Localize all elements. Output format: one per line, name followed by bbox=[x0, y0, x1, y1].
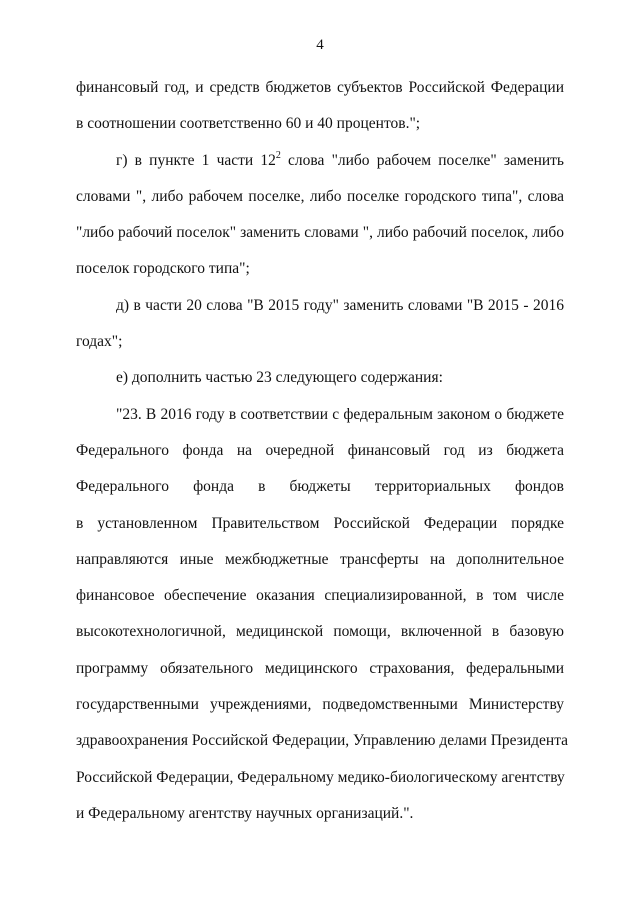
text-line: финансовый год, и средств бюджетов субъектов Российской Федерации bbox=[76, 79, 564, 96]
text-line: Федерального фонда на очередной финансовый год из бюджета bbox=[76, 441, 564, 459]
text-line: и Федеральному агентству научных организаций.". bbox=[76, 804, 414, 822]
superscript: 2 bbox=[275, 149, 281, 161]
text-line: годах"; bbox=[76, 333, 123, 351]
text-line: "либо рабочий поселок" заменить словами ", либо рабочий поселок, либо bbox=[76, 224, 564, 242]
paragraph-item-e bbox=[76, 360, 564, 396]
paragraph-part-23 bbox=[76, 397, 569, 833]
paragraph-item-g bbox=[76, 143, 564, 288]
paragraph-item-d bbox=[76, 288, 564, 361]
document-body bbox=[76, 70, 569, 832]
text-line: направляются иные межбюджетные трансферты на дополнительное bbox=[76, 550, 564, 568]
text-line: Российской Федерации, Федеральному медико-биологическому агентству bbox=[76, 768, 565, 786]
text-line: программу обязательного медицинского страхования, федеральными bbox=[76, 659, 564, 677]
text-line: словами ", либо рабочем поселке, либо поселке городского типа", слова bbox=[76, 187, 564, 205]
text-line: поселок городского типа"; bbox=[76, 260, 250, 278]
text-segment: слова "либо рабочем поселке" заменить bbox=[280, 151, 564, 169]
text-line: "23. В 2016 году в соответствии с федеральным законом о бюджете bbox=[116, 405, 564, 423]
text-line: Федерального фонда в бюджеты территориальных фондов bbox=[76, 478, 564, 496]
page-number: 4 bbox=[316, 37, 324, 53]
text-line: здравоохранения Российской Федерации, Управлению делами Президента bbox=[76, 732, 569, 750]
paragraph-continuation bbox=[76, 70, 564, 143]
text-line: финансовое обеспечение оказания специализированной, в том числе bbox=[76, 587, 564, 605]
text-line: в соотношении соответственно 60 и 40 процентов."; bbox=[76, 115, 421, 133]
text-segment: г) в пункте 1 части 12 bbox=[116, 151, 276, 169]
text-line: в установленном Правительством Российской Федерации порядке bbox=[76, 514, 564, 532]
text-line: государственными учреждениями, подведомственными Министерству bbox=[76, 696, 564, 714]
text-line: высокотехнологичной, медицинской помощи, включенной в базовую bbox=[76, 623, 564, 641]
text-line-with-superscript bbox=[76, 143, 564, 179]
text-line: е) дополнить частью 23 следующего содержания: bbox=[116, 369, 443, 387]
text-line: д) в части 20 слова "В 2015 году" заменить словами "В 2015 - 2016 bbox=[116, 296, 564, 314]
